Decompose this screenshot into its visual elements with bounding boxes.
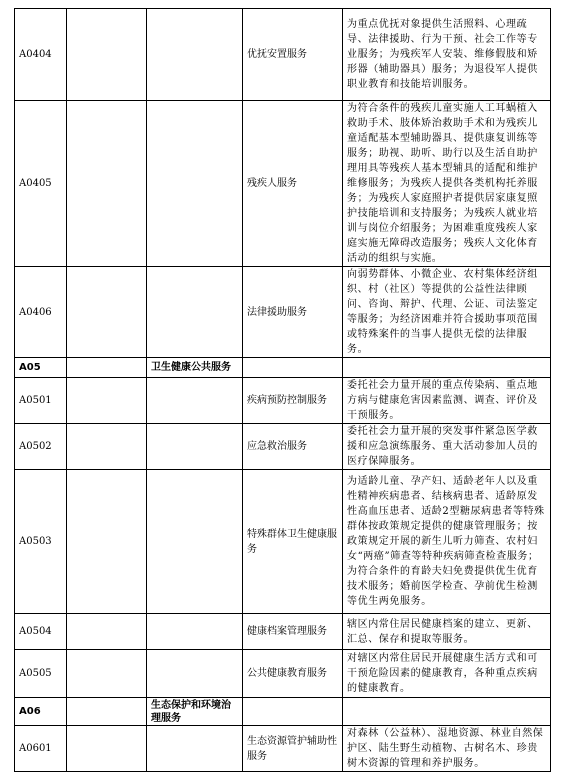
row-description: 为符合条件的残疾儿童实施人工耳蜗植入救助手术、肢体矫治救助手术和为残疾儿童适配基本型辅助器具、提供康复训练等服务；助视、助听、助行以及生活自助护理用具等残疾人基本型辅具的适配和维护维修服务；为残疾人提供各类机构托养服务；为残疾人家庭照护者提供居家康复照护技能培训和支持服务；为残疾人就业培训与岗位介绍服务；为困难重度残疾人家庭实施无障碍改造服务；残疾人文化体育活动的组织与实施。 xyxy=(343,101,551,267)
table-row xyxy=(15,470,551,614)
row-description: 为重点优抚对象提供生活照料、心理疏导、法律援助、行为干预、社会工作等专业服务；为残疾军人安装、维修假肢和矫形器（辅助器具）服务；为退役军人提供职业教育和技能培训服务。 xyxy=(343,9,551,101)
row-name: 残疾人服务 xyxy=(243,101,343,267)
empty-cell xyxy=(147,470,243,614)
empty-cell xyxy=(67,9,147,101)
empty-cell xyxy=(67,726,147,772)
row-name: 健康档案管理服务 xyxy=(243,614,343,650)
row-name: 公共健康教育服务 xyxy=(243,650,343,698)
category-row xyxy=(15,358,551,378)
empty-cell xyxy=(147,9,243,101)
row-code: A0504 xyxy=(15,614,67,650)
row-code: A0405 xyxy=(15,101,67,267)
row-code: A0404 xyxy=(15,9,67,101)
empty-cell xyxy=(67,698,147,726)
empty-cell xyxy=(147,424,243,470)
row-code: A0503 xyxy=(15,470,67,614)
empty-cell xyxy=(147,101,243,267)
empty-cell xyxy=(147,267,243,358)
empty-cell xyxy=(67,424,147,470)
row-description: 委托社会力量开展的重点传染病、重点地方病与健康危害因素监测、调查、评价及干预服务。 xyxy=(343,378,551,424)
category-name: 生态保护和环境治理服务 xyxy=(147,698,243,726)
table-row xyxy=(15,650,551,698)
empty-cell xyxy=(147,378,243,424)
empty-cell xyxy=(67,101,147,267)
empty-cell xyxy=(243,358,343,378)
row-name: 优抚安置服务 xyxy=(243,9,343,101)
category-row xyxy=(15,698,551,726)
category-code: A06 xyxy=(15,698,67,726)
service-catalog-table xyxy=(14,8,551,772)
row-description: 向弱势群体、小微企业、农村集体经济组织、村（社区）等提供的公益性法律顾问、咨询、辩护、代理、公证、司法鉴定等服务；为经济困难并符合援助事项范围或特殊案件的当事人提供无偿的法律服务。 xyxy=(343,267,551,358)
row-description: 为适龄儿童、孕产妇、适龄老年人以及重性精神疾病患者、结核病患者、适龄原发性高血压患者、适龄2型糖尿病患者等特殊群体按政策规定提供的健康管理服务；按政策规定开展的新生儿听力筛查、农村妇女“两癌”筛查等特种疾病筛查检查服务；为符合条件的育龄夫妇免费提供优生优育技术服务；婚前医学检查、孕前优生检测等优生两免服务。 xyxy=(343,470,551,614)
row-name: 特殊群体卫生健康服务 xyxy=(243,470,343,614)
category-code: A05 xyxy=(15,358,67,378)
row-description: 对辖区内常住居民开展健康生活方式和可干预危险因素的健康教育，各种重点疾病的健康教育。 xyxy=(343,650,551,698)
row-description: 委托社会力量开展的突发事件紧急医学救援和应急演练服务、重大活动参加人员的医疗保障服务。 xyxy=(343,424,551,470)
table-row xyxy=(15,378,551,424)
row-code: A0601 xyxy=(15,726,67,772)
row-name: 生态资源管护辅助性服务 xyxy=(243,726,343,772)
empty-cell xyxy=(67,267,147,358)
table-row xyxy=(15,726,551,772)
row-code: A0505 xyxy=(15,650,67,698)
empty-cell xyxy=(343,698,551,726)
row-code: A0501 xyxy=(15,378,67,424)
table-row xyxy=(15,614,551,650)
category-name: 卫生健康公共服务 xyxy=(147,358,243,378)
row-code: A0502 xyxy=(15,424,67,470)
empty-cell xyxy=(243,698,343,726)
table-row xyxy=(15,424,551,470)
empty-cell xyxy=(147,726,243,772)
table-row xyxy=(15,101,551,267)
table-row xyxy=(15,267,551,358)
empty-cell xyxy=(67,378,147,424)
row-name: 应急救治服务 xyxy=(243,424,343,470)
empty-cell xyxy=(67,614,147,650)
row-name: 疾病预防控制服务 xyxy=(243,378,343,424)
row-code: A0406 xyxy=(15,267,67,358)
row-description: 辖区内常住居民健康档案的建立、更新、汇总、保存和提取等服务。 xyxy=(343,614,551,650)
table-row xyxy=(15,9,551,101)
empty-cell xyxy=(67,470,147,614)
empty-cell xyxy=(147,614,243,650)
empty-cell xyxy=(67,358,147,378)
empty-cell xyxy=(147,650,243,698)
empty-cell xyxy=(67,650,147,698)
empty-cell xyxy=(343,358,551,378)
row-description: 对森林（公益林）、湿地资源、林业自然保护区、陆生野生动植物、古树名木、珍贵树木资源的管理和养护服务。 xyxy=(343,726,551,772)
row-name: 法律援助服务 xyxy=(243,267,343,358)
